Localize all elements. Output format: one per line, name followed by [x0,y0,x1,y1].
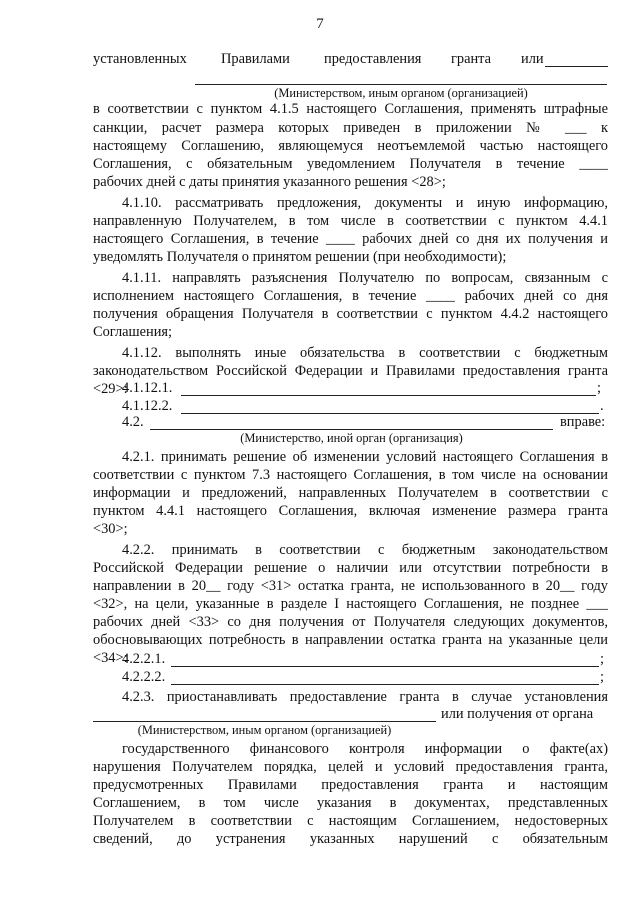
p6-line-6: обосновывающих потребность в направлении остатка гранта на указанные цели [93,632,608,648]
p6-line-2: Российской Федерации решение о наличии или отсутствии потребности в [93,560,608,576]
p8-line-4: Соглашением, в том числе указания в документах, представленных [93,795,608,811]
item-4-1-12-1-label: 4.1.12.1. [122,380,173,396]
item-4-2-2-1-end: ; [600,651,604,667]
p5-line-4: пунктом 4.4.1 настоящего Соглашения, включая изменение размера гранта [93,503,608,519]
p8-line-3: предусмотренных Правилами предоставления гранта и настоящим [93,777,608,793]
p3-line-3: получения обращения Получателя в соответствии с пунктом 4.4.2 настоящего [93,306,608,322]
item-4-1-12-2-label: 4.1.12.2. [122,398,173,414]
page-number: 7 [316,16,324,32]
p2-line-4: уведомлять Получателя о принятом решении (при необходимости); [93,249,507,265]
p7-line-1: 4.2.3. приостанавливать предоставление гранта в случае установления [122,689,608,705]
p2-line-2: направленную Получателем, в том числе в соответствии с пунктом 4.4.1 [93,213,608,229]
p6-line-3: направлении в 20__ году <31> остатка гранта, не использованного в 20__ году [93,578,608,594]
p3-line-1: 4.1.11. направлять разъяснения Получателю по вопросам, связанным с [122,270,608,286]
head-word-1: установленных [93,51,187,67]
p7-blank [93,721,436,722]
p1-line-5: рабочих дней с даты принятия указанного решения <28>; [93,174,446,190]
p5-line-2: соответствии с пунктом 7.3 настоящего Соглашения, в том числе на основании [93,467,608,483]
blank-line-1 [195,84,607,85]
p1-line-1: в соответствии с пунктом 4.1.5 настоящего Соглашения, применять штрафные [93,101,608,117]
caption-ministry-3: (Министерством, иным органом (организацией) [137,723,392,737]
p4-line-3: <29>: [93,381,128,397]
p8-line-1: государственного финансового контроля информации о факте(ах) [122,741,608,757]
head-word-4: гранта [451,51,492,67]
p2-line-1: 4.1.10. рассматривать предложения, документы и иную информацию, [122,195,608,211]
item-4-2-end: вправе: [560,414,606,430]
p4-line-1: 4.1.12. выполнять иные обязательства в соответствии с бюджетным [122,345,608,361]
p6-line-1: 4.2.2. принимать в соответствии с бюджетным законодательством [122,542,608,558]
p6-line-4: <32>, на цели, указанные в разделе I настоящего Соглашения, не позднее ___ [93,596,608,612]
p1-line-4: Соглашения, с обязательным уведомлением Получателя в течение ____ [93,156,608,172]
p6-line-5: рабочих дней <33> со дня получения от Получателя следующих документов, [93,614,608,630]
p5-line-3: информации и предложений, направленных Получателем в соответствии с [93,485,608,501]
p3-line-4: Соглашения; [93,324,173,340]
item-4-2-2-1-blank [171,666,599,667]
item-4-1-12-2-end: . [600,398,604,414]
item-4-2-2-2-label: 4.2.2.2. [122,669,166,685]
p5-line-5: <30>; [93,521,128,537]
p8-line-6: сведений, до устранения указанных нарушений с обязательным [93,831,608,847]
p3-line-2: исполнением настоящего Соглашения, в течение ____ рабочих дней со дня [93,288,608,304]
p2-line-3: настоящего Соглашения, в течение ____ рабочих дней со дня их получения и [93,231,608,247]
item-4-2-label: 4.2. [122,414,144,430]
p1-line-3: настоящему Соглашению, являющемуся неотъемлемой частью настоящего [93,138,608,154]
item-4-2-blank [150,429,553,430]
item-4-2-2-1-label: 4.2.2.1. [122,651,166,667]
item-4-2-2-2-blank [171,684,599,685]
p8-line-2: нарушения Получателем порядка, целей и условий предоставления гранта, [93,759,608,775]
p8-line-5: Получателем в соответствии с настоящим Соглашением, недостоверных [93,813,608,829]
head-word-5: или [521,51,544,67]
item-4-1-12-1-end: ; [597,380,601,396]
p5-line-1: 4.2.1. принимать решение об изменении условий настоящего Соглашения в [122,449,608,465]
p1-line-2: санкции, расчет размера которых приведен в приложении № ___ к [93,120,608,136]
p7-line-2-tail: или получения от органа [441,706,594,722]
item-4-1-12-2-blank [181,413,599,414]
caption-ministry-1: (Министерством, иным органом (организацией) [274,86,528,100]
head-blank-line [545,66,608,67]
caption-ministry-2: (Министерство, иной орган (организация) [240,431,463,445]
item-4-2-2-2-end: ; [600,669,604,685]
p6-line-7: <34>: [93,650,128,666]
item-4-1-12-1-blank [181,395,596,396]
head-word-2: Правилами [221,51,290,67]
p4-line-2: законодательством Российской Федерации и Правилами предоставления гранта [93,363,608,379]
head-word-3: предоставления [324,51,422,67]
